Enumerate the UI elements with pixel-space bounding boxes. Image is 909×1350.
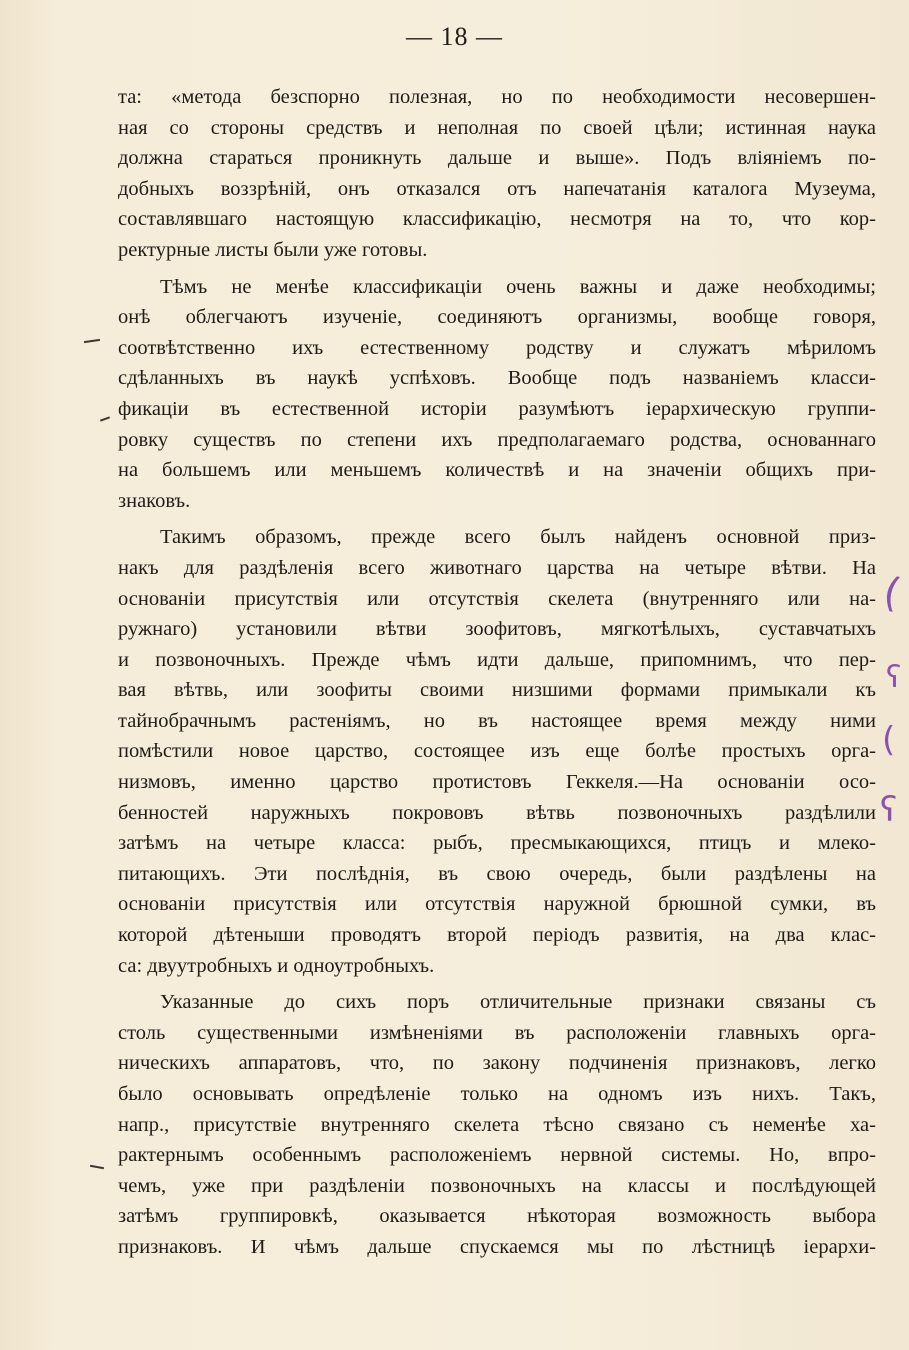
margin-pencil-mark xyxy=(100,416,110,421)
body-text xyxy=(118,82,876,1263)
margin-ink-annotation: ( xyxy=(879,568,905,618)
text-line: и позвоночныхъ. Прежде чѣмъ идти дальше, припомнимъ, что пер- xyxy=(118,648,876,671)
page-number: — 18 — xyxy=(406,22,503,51)
text-line: Такимъ образомъ, прежде всего былъ найденъ основной приз- xyxy=(160,526,876,549)
text-line: вая вѣтвь, или зоофиты своими низшими формами примыкали къ xyxy=(118,679,876,702)
text-line: которой дѣтеныши проводятъ второй періодъ развитія, на два клас- xyxy=(118,924,876,947)
text-line: основаніи присутствія или отсутствія скелета (внутренняго или на- xyxy=(118,587,876,610)
text-line: са: двуутробныхъ и одноутробныхъ. xyxy=(118,954,435,977)
margin-pencil-mark xyxy=(84,339,100,343)
text-line: та: «метода безспорно полезная, но по необходимости несовершен- xyxy=(118,86,876,108)
text-line: признаковъ. И чѣмъ дальше спускаемся мы по лѣстницѣ іерархи- xyxy=(118,1235,876,1258)
text-line: на большемъ или меньшемъ количествѣ и на значеніи общихъ при- xyxy=(118,459,876,482)
text-line: питающихъ. Эти послѣднія, въ свою очередь, были раздѣлены на xyxy=(118,862,876,885)
text-line: Тѣмъ не менѣе классификаціи очень важны и даже необходимы; xyxy=(160,275,876,298)
text-line: помѣстили новое царство, состоящее изъ еще болѣе простыхъ орга- xyxy=(118,740,876,763)
text-line: фикаціи въ естественной исторіи разумѣютъ іерархическую группи- xyxy=(118,397,876,420)
text-line: напр., присутствіе внутренняго скелета тѣсно связано съ неменѣе ха- xyxy=(118,1113,876,1136)
text-line: составлявшаго настоящую классификацію, несмотря на то, что кор- xyxy=(118,208,876,231)
text-line: сдѣланныхъ въ наукѣ успѣховъ. Вообще подъ названіемъ класси- xyxy=(118,367,876,390)
text-line: низмовъ, именно царство протистовъ Геккеля.—На основаніи осо- xyxy=(118,771,876,794)
text-line: ная со стороны средствъ и неполная по своей цѣли; истинная наука xyxy=(118,116,876,139)
text-line: чемъ, уже при раздѣленіи позвоночныхъ на классы и послѣдующей xyxy=(118,1174,876,1197)
text-line: накъ для раздѣленія всего животнаго царства на четыре вѣтви. На xyxy=(118,556,876,579)
text-line: ружнаго) установили вѣтви зоофитовъ, мягкотѣлыхъ, суставчатыхъ xyxy=(118,618,876,641)
text-line: столь существенными измѣненіями въ расположеніи главныхъ орга- xyxy=(118,1021,876,1044)
text-line: бенностей наружныхъ покрововъ вѣтвь позвоночныхъ раздѣлили xyxy=(118,801,876,824)
text-line: тайнобрачнымъ растеніямъ, но въ настоящее время между ними xyxy=(118,709,876,732)
text-line: знаковъ. xyxy=(118,489,191,512)
text-line: должна стараться проникнуть дальше и выше». Подъ вліяніемъ по- xyxy=(118,147,876,170)
text-line: соотвѣтственно ихъ естественному родству и служатъ мѣриломъ xyxy=(118,336,876,359)
text-line: добныхъ воззрѣній, онъ отказался отъ напечатанія каталога Музеума, xyxy=(118,177,876,200)
text-line: рактернымъ особеннымъ расположеніемъ нервной системы. Но, впро- xyxy=(118,1144,876,1167)
margin-pencil-mark xyxy=(90,1165,104,1169)
text-line: ническихъ аппаратовъ, что, по закону подчиненія признаковъ, легко xyxy=(118,1052,876,1075)
text-line: Указанные до сихъ поръ отличительные признаки связаны съ xyxy=(160,991,876,1014)
text-line: ровку существъ по степени ихъ предполагаемаго родства, основаннаго xyxy=(118,428,876,451)
margin-ink-annotation: ( xyxy=(882,720,896,760)
text-line: затѣмъ группировкѣ, оказывается нѣкоторая возможность выбора xyxy=(118,1205,876,1228)
text-line: затѣмъ на четыре класса: рыбъ, пресмыкающихся, птицъ и млеко- xyxy=(118,832,876,855)
text-line: было основывать опредѣленіе только на одномъ изъ нихъ. Такъ, xyxy=(118,1083,876,1105)
margin-ink-annotation: ʕ xyxy=(880,790,898,830)
margin-ink-annotation: ʕ xyxy=(886,660,902,695)
text-line: ректурные листы были уже готовы. xyxy=(118,238,428,261)
text-line: основаніи присутствія или отсутствія наружной брюшной сумки, въ xyxy=(118,893,876,916)
text-line: онѣ облегчаютъ изученіе, соединяютъ организмы, вообще говоря, xyxy=(118,306,876,329)
